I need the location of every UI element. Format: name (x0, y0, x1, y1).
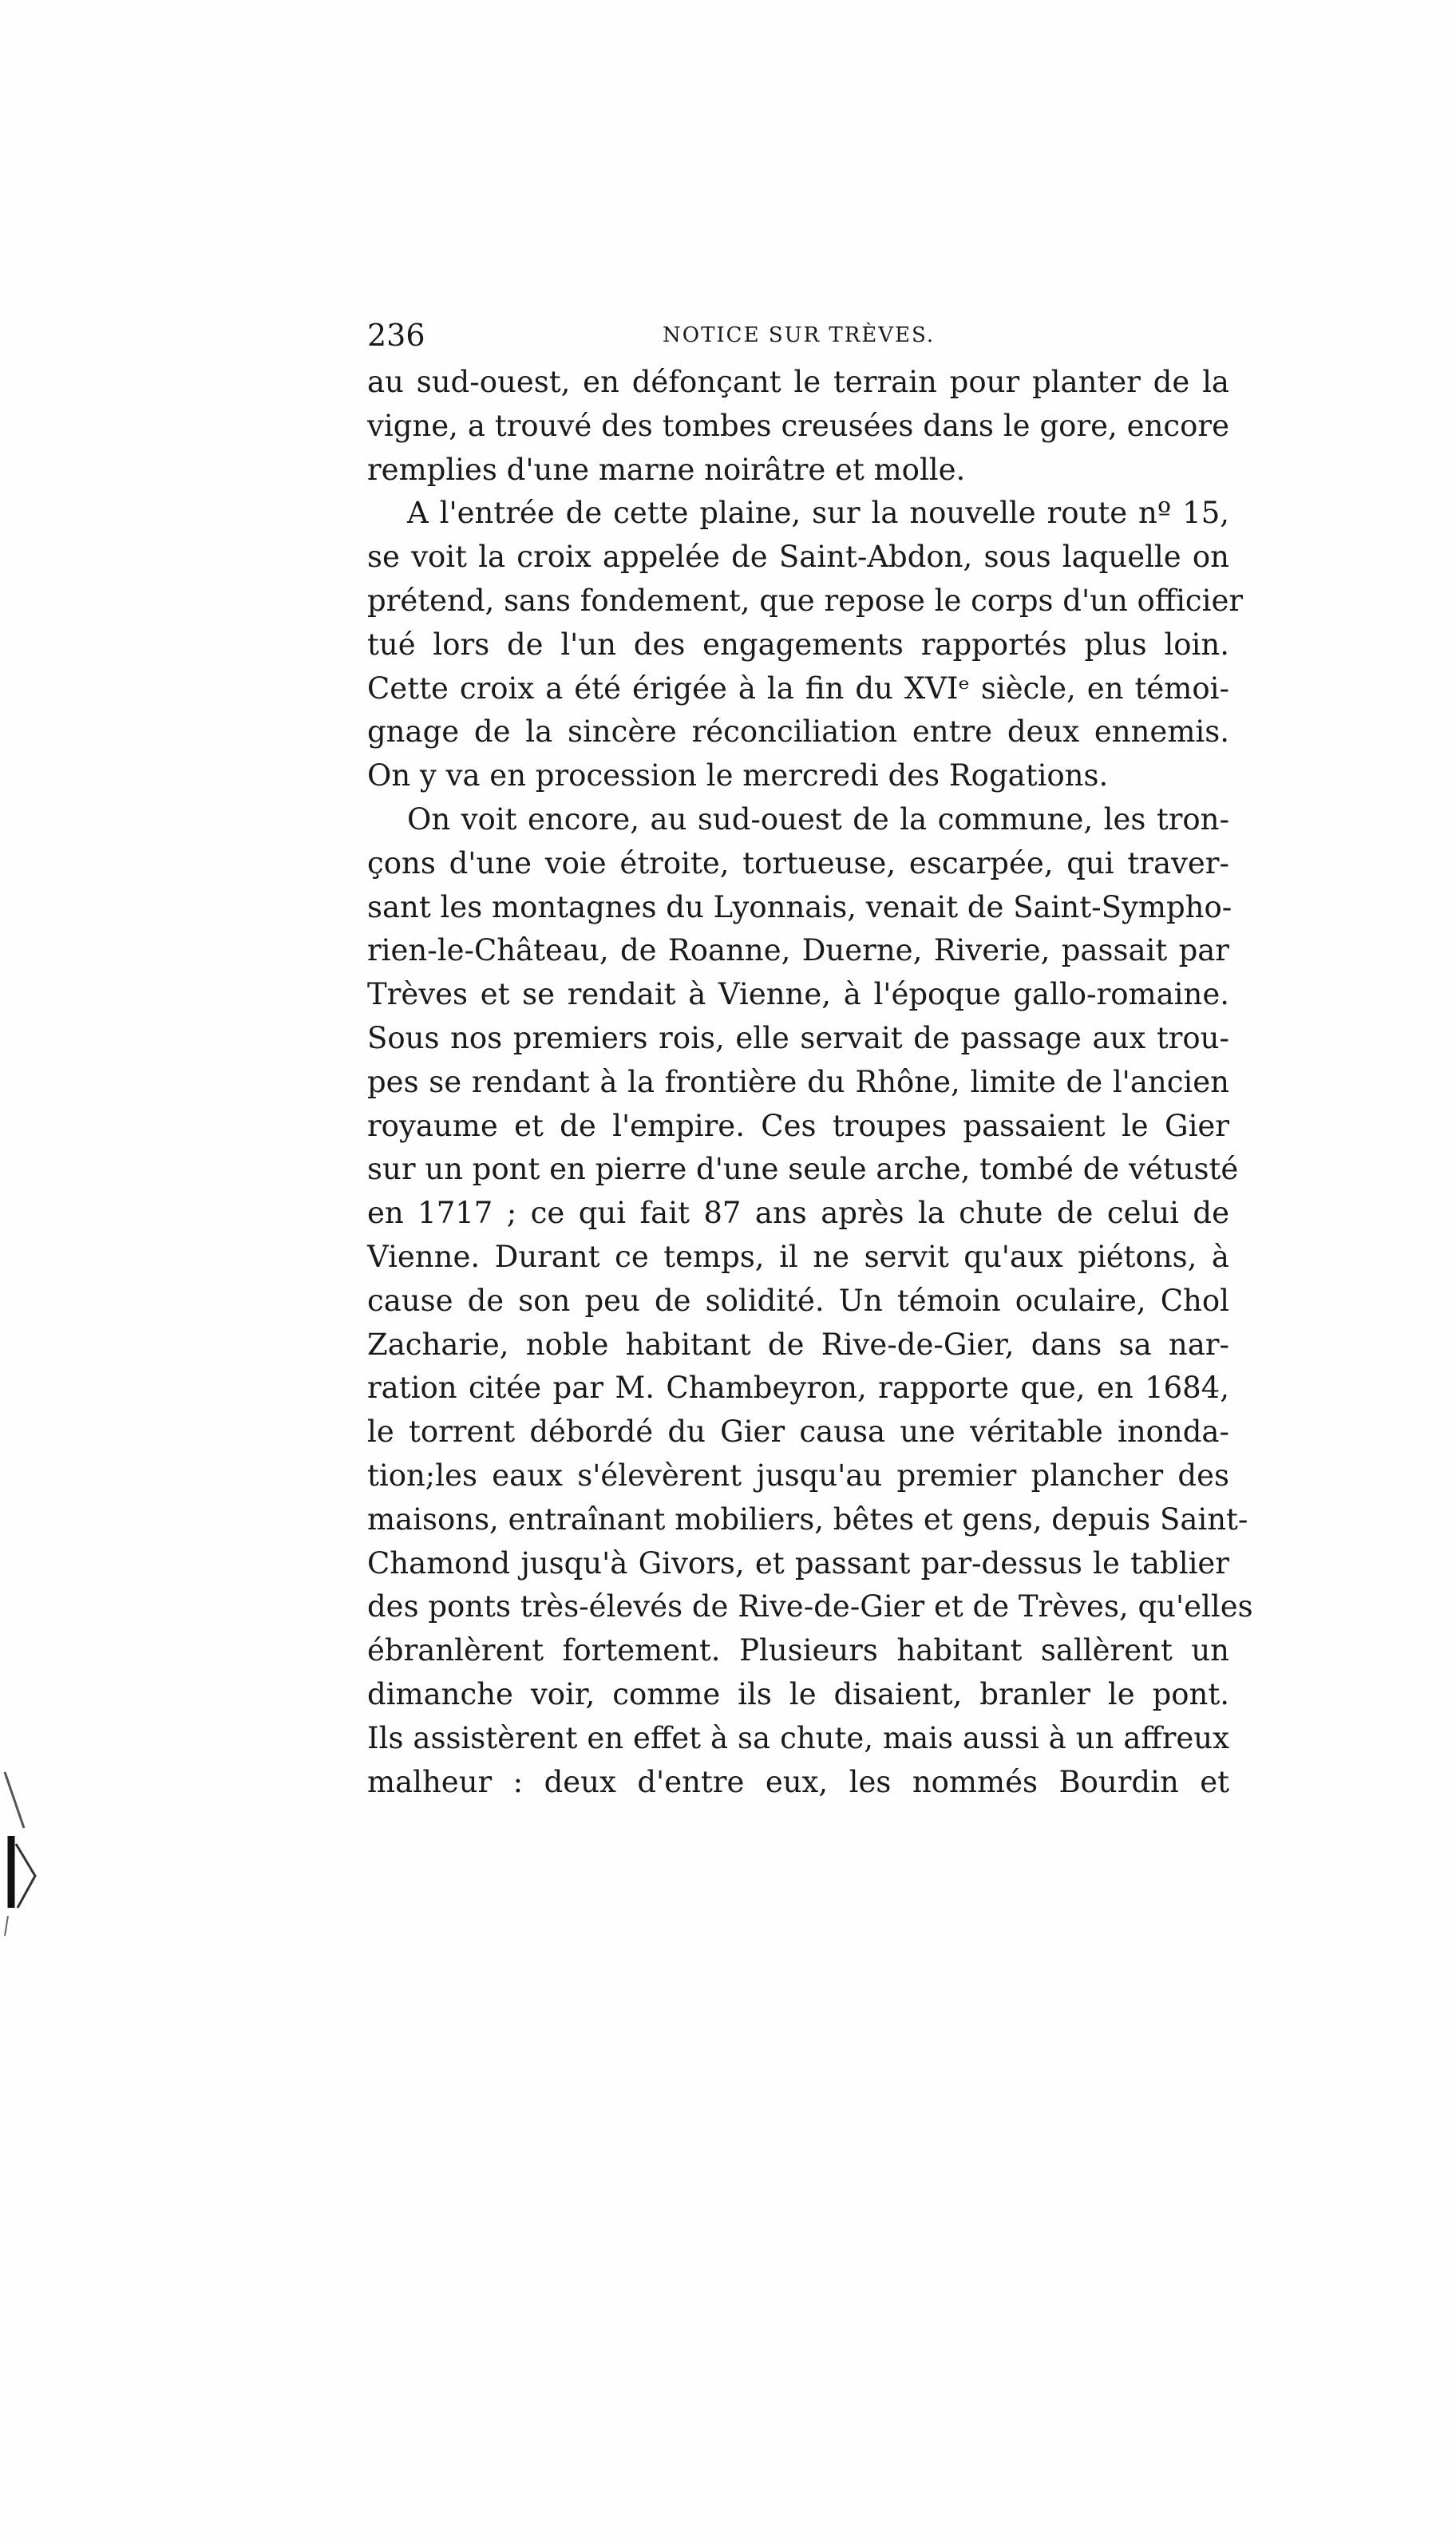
text-line: Chamond jusqu'à Givors, et passant par-dessus le tablier (367, 1545, 1229, 1581)
text-line: A l'entrée de cette plaine, sur la nouvelle route nº 15, (407, 496, 1229, 531)
text-line: sant les montagnes du Lyonnais, venait de Saint-Sympho- (367, 889, 1232, 924)
text-line: gnage de la sincère réconciliation entre deux ennemis. (367, 714, 1229, 750)
text-line: tion;les eaux s'élevèrent jusqu'au premier plancher des (367, 1458, 1229, 1493)
running-title: NOTICE SUR TRÈVES. (663, 323, 936, 347)
text-line: des ponts très-élevés de Rive-de-Gier et de Trèves, qu'elles (367, 1589, 1253, 1624)
text-line: Ils assistèrent en effet à sa chute, mais aussi à un affreux (367, 1720, 1229, 1755)
text-line: en 1717 ; ce qui fait 87 ans après la chute de celui de (367, 1196, 1229, 1231)
text-line: pes se rendant à la frontière du Rhône, limite de l'ancien (367, 1064, 1229, 1099)
text-line: le torrent débordé du Gier causa une véritable inonda- (367, 1414, 1229, 1450)
text-line: prétend, sans fondement, que repose le corps d'un officier (367, 583, 1244, 618)
text-line: sur un pont en pierre d'une seule arche, tombé de vétusté (367, 1152, 1239, 1187)
text-line: ration citée par M. Chambeyron, rapporte que, en 1684, (367, 1371, 1229, 1406)
text-line: se voit la croix appelée de Saint-Abdon, sous laquelle on (367, 540, 1229, 575)
page-header (367, 311, 1229, 359)
binding-mark-icon (0, 1756, 48, 1940)
text-line: remplies d'une marne noirâtre et molle. (367, 452, 966, 487)
text-line: On voit encore, au sud-ouest de la commune, les tron- (407, 801, 1229, 837)
text-line: dimanche voir, comme ils le disaient, branler le pont. (367, 1676, 1229, 1711)
text-line: malheur : deux d'entre eux, les nommés Bourdin et (367, 1764, 1229, 1799)
text-line: maisons, entraînant mobiliers, bêtes et gens, depuis Saint- (367, 1501, 1248, 1537)
text-line: ébranlèrent fortement. Plusieurs habitant sallèrent un (367, 1633, 1229, 1668)
body-text (367, 361, 1253, 1804)
text-line: royaume et de l'empire. Ces troupes passaient le Gier (367, 1108, 1229, 1143)
text-line: Cette croix a été érigée à la fin du XVIᵉ siècle, en témoi- (367, 671, 1229, 706)
page-number: 236 (367, 318, 425, 353)
text-line: rien-le-Château, de Roanne, Duerne, Riverie, passait par (367, 933, 1229, 968)
text-line: au sud-ouest, en défonçant le terrain pour planter de la (367, 365, 1229, 399)
text-line: Trèves et se rendait à Vienne, à l'époque gallo-romaine. (367, 977, 1229, 1012)
text-line: tué lors de l'un des engagements rapportés plus loin. (367, 627, 1229, 662)
text-line: Vienne. Durant ce temps, il ne servit qu'aux piétons, à (367, 1239, 1229, 1274)
text-line: vigne, a trouvé des tombes creusées dans le gore, encore (367, 408, 1229, 443)
text-line: Zacharie, noble habitant de Rive-de-Gier, dans sa nar- (367, 1327, 1229, 1362)
text-line: çons d'une voie étroite, tortueuse, escarpée, qui traver- (367, 845, 1229, 880)
text-line: Sous nos premiers rois, elle servait de passage aux trou- (367, 1020, 1229, 1055)
text-line: cause de son peu de solidité. Un témoin oculaire, Chol (367, 1283, 1229, 1318)
text-line: On y va en procession le mercredi des Rogations. (367, 758, 1109, 793)
